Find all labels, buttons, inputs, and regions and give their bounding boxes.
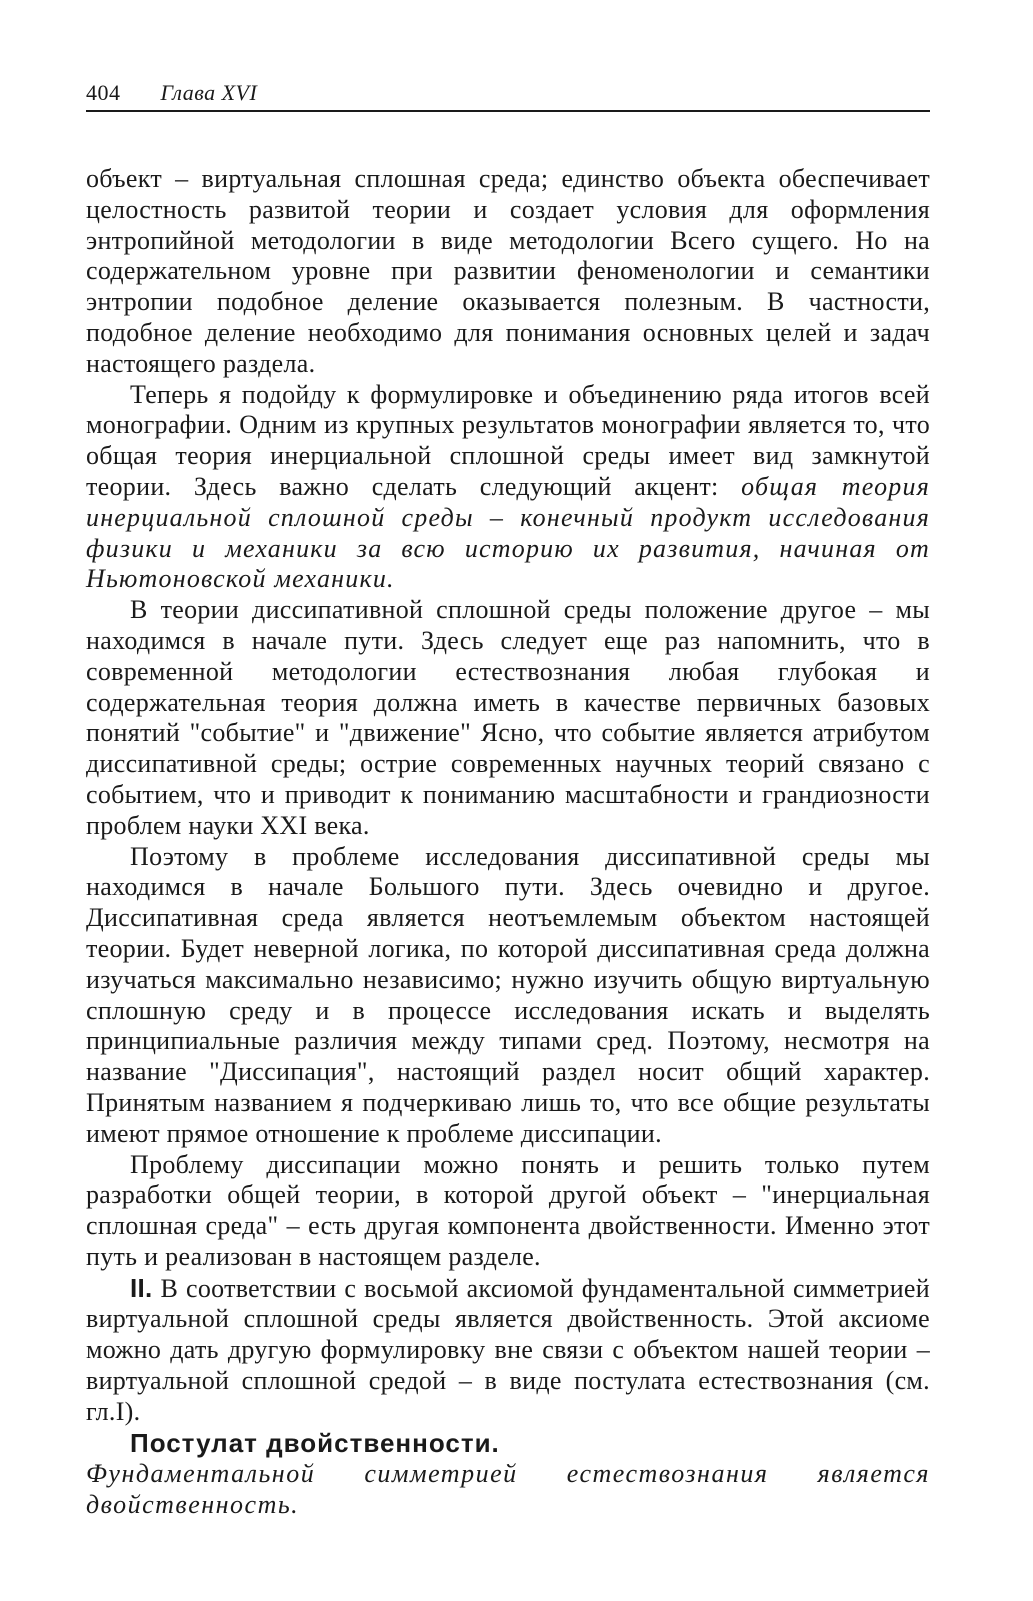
page-body — [86, 164, 930, 1521]
emphasized-statement: общая теория инерциальной сплошной среды – конечный продукт исследования физики и механики за всю историю их развития, начиная от Ньютоновской механики. — [86, 471, 930, 594]
paragraph-big-path: Поэтому в проблеме исследования диссипативной среды мы находимся в начале Большого пути. Здесь очевидно и другое. Диссипативная среда является неотъемлемым объектом настоящей теории. Будет неверной логика, по которой диссипативная среда должна изучаться максимально независимо; нужно изучить общую виртуальную сплошную среду и в процессе исследования искать и выделять принципиальные различия между типами сред. Поэтому, несмотря на название "Диссипация", настоящий раздел носит общий характер. Принятым названием я подчеркиваю лишь то, что все общие результаты имеют прямое отношение к проблеме диссипации. — [86, 841, 930, 1148]
postulate-statement-text: Фундаментальной симметрией естествознания является двойственность. — [86, 1459, 930, 1520]
section-number: II. — [130, 1272, 153, 1303]
paragraph-axiom — [86, 1273, 930, 1428]
paragraph-dissipative: В теории диссипативной сплошной среды положение другое – мы находимся в начале пути. Здесь следует еще раз напомнить, что в современной методологии естествознания любая глубокая и содержательная теория должна иметь в качестве первичных базовых понятий "событие" и "движение" Ясно, что событие является атрибутом диссипативной среды; острие современных научных теорий связано с событием, что и приводит к пониманию масштабности и грандиозности проблем науки XXI века. — [86, 595, 930, 840]
paragraph-summary-text: Теперь я подойду к формулировке и объединению ряда итогов всей монографии. Одним из крупных результатов монографии является то, что общая теория инерциальной сплошной среды имеет вид замкнутой теории. Здесь важно сделать следующий акцент: — [86, 379, 930, 501]
paragraph-continuation: объект – виртуальная сплошная среда; единство объекта обеспечивает целостность развитой теории и создает условия для оформления энтропийной методологии в виде методологии Всего сущего. Но на содержательном уровне при развитии феноменологии и семантики энтропии подобное деление оказывается полезным. В частности, подобное деление необходимо для понимания основных целей и задач настоящего раздела. — [86, 164, 930, 378]
paragraph-summary — [86, 380, 930, 596]
running-head — [86, 78, 930, 108]
paragraph-axiom-text: В соответствии с восьмой аксиомой фундаментальной симметрией виртуальной сплошной среды является двойственность. Этой аксиоме можно дать другую формулировку вне связи с объектом нашей теории – виртуальной сплошной средой – в виде постулата естествознания (см. гл.I). — [86, 1273, 930, 1426]
chapter-title: Глава XVI — [160, 80, 258, 105]
postulate-statement — [86, 1459, 930, 1521]
postulate-heading-text: Постулат двойственности. — [130, 1427, 500, 1458]
page-number: 404 — [86, 80, 121, 105]
postulate-heading — [86, 1428, 930, 1460]
header-rule — [86, 110, 930, 112]
paragraph-problem: Проблему диссипации можно понять и решить только путем разработки общей теории, в которой другой объект – "инерциальная сплошная среда" – есть другая компонента двойственности. Именно этот путь и реализован в настоящем разделе. — [86, 1149, 930, 1271]
